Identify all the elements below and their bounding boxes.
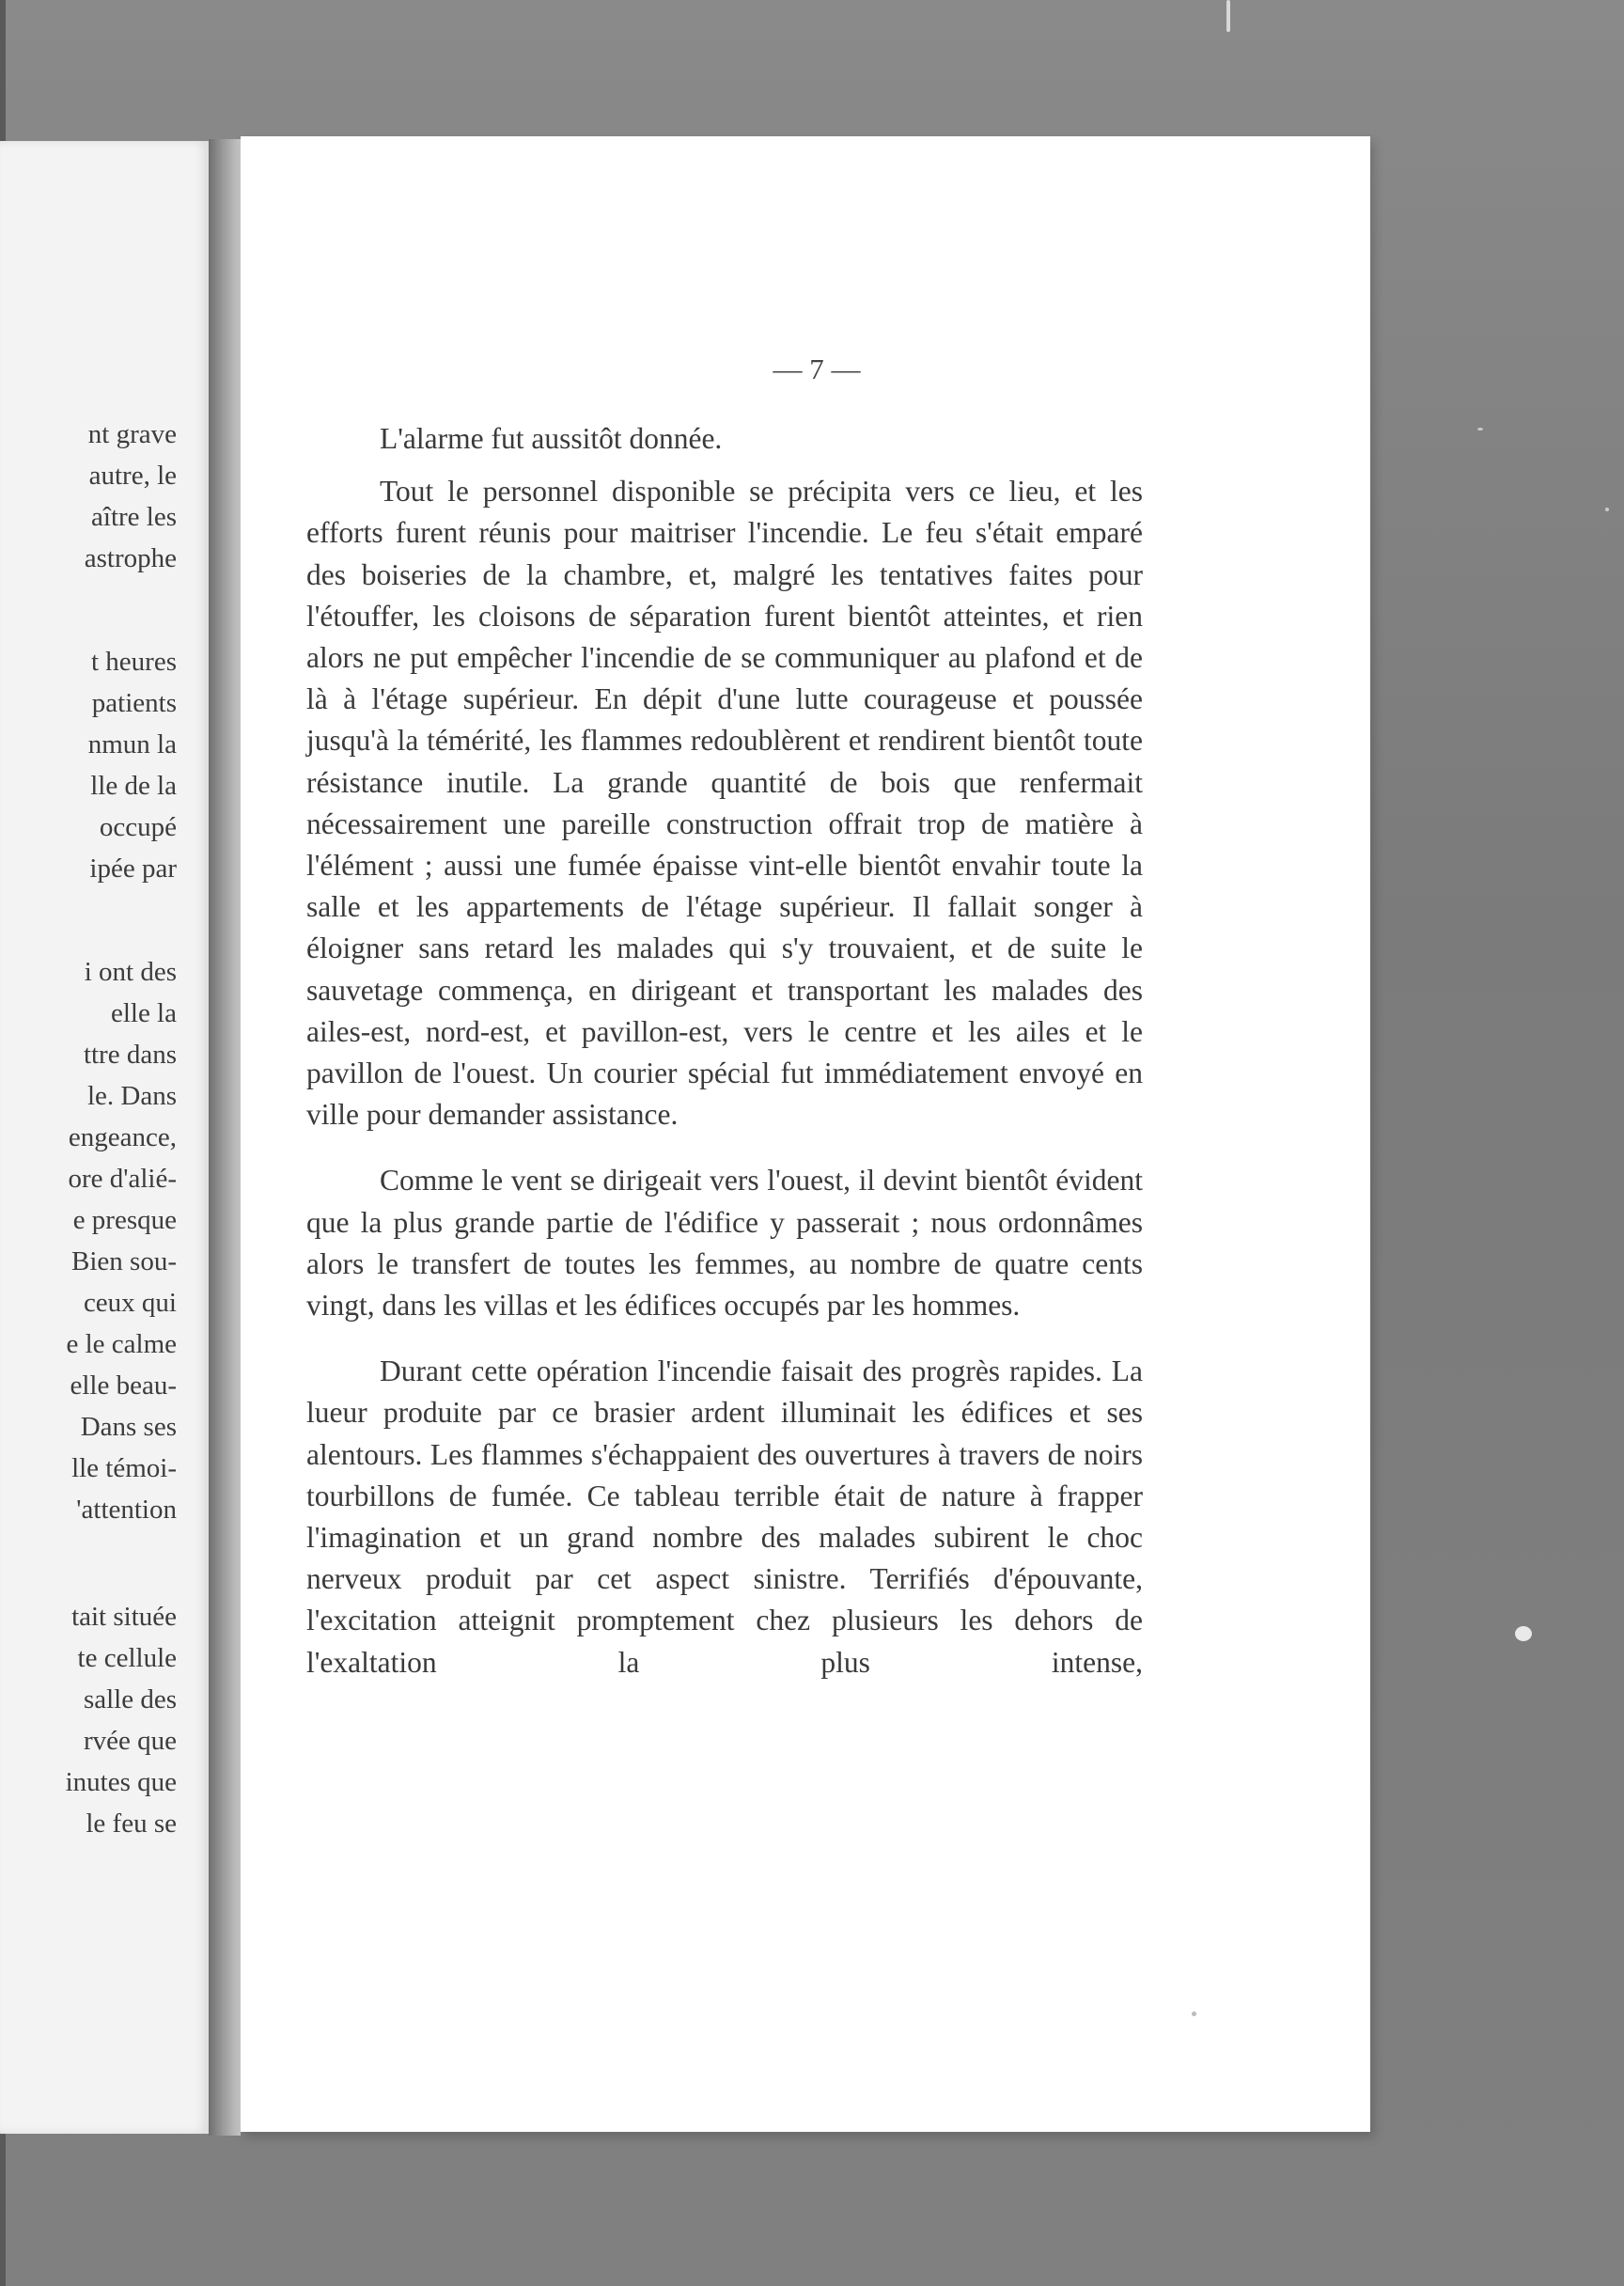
left-page-line: inutes que <box>65 1767 177 1797</box>
left-page-line: rvée que <box>83 1726 177 1756</box>
left-page-line: e le calme <box>66 1329 177 1359</box>
paragraph: Comme le vent se dirigeait vers l'ouest, il devint bientôt évident que la plus grande partie de l'édifice y passerait ; nous ordonnâmes alors le transfert de toutes les femmes, au nombre de quatre cents vingt, dans les villas et les édifices occupés par les hommes. <box>306 1164 1143 1323</box>
left-page-line: ipée par <box>89 853 177 884</box>
left-page-line: astrophe <box>84 543 177 573</box>
left-page-line: le. Dans <box>86 1081 177 1111</box>
left-page-line: i ont des <box>84 957 177 987</box>
left-page-line: nmun la <box>87 729 177 759</box>
left-page-line: ceux qui <box>83 1288 177 1318</box>
paragraph: Tout le personnel disponible se précipita vers ce lieu, et les efforts furent réunis pour maitriser l'incendie. Le feu s'était emparé des boiseries de la chambre, et, malgré les tentatives faites pour l'étouffer, les cloisons de séparation furent bientôt atteintes, et rien alors ne put empêcher l'incendie de se communiquer au plafond et de là à l'étage supérieur. En dépit d'une lutte courageuse et poussée jusqu'à la témérité, les flammes redoublèrent et rendirent bientôt toute résistance inutile. La grande quantité de bois que renfermait nécessairement une pareille construction offrait trop de matière à l'élément ; aussi une fumée épaisse vint-elle bientôt envahir toute la salle et les appartements de l'étage supérieur. Il fallait songer à éloigner sans retard les malades qui s'y trouvaient, et de suite le sauvetage commença, en dirigeant et transportant les malades des ailes-est, nord-est, et pavillon-est, vers le centre et les ailes et le pavillon de l'ouest. Un courier spécial fut immédiatement envoyé en ville pour demander assistance. <box>306 475 1143 1132</box>
previous-page <box>0 141 209 2134</box>
left-page-line: ore d'alié- <box>68 1164 177 1194</box>
left-page-line: salle des <box>83 1684 177 1714</box>
left-page-line: elle la <box>110 998 177 1028</box>
paragraph: L'alarme fut aussitôt donnée. <box>380 422 723 455</box>
dust-speck <box>1515 1626 1532 1641</box>
page-body <box>306 418 1143 1683</box>
scan-mark <box>1226 0 1230 32</box>
left-page-line: nt grave <box>87 419 177 449</box>
current-page <box>241 136 1370 2132</box>
left-page-line: te cellule <box>77 1643 177 1673</box>
left-page-line: lle de la <box>90 771 177 801</box>
left-page-line: aître les <box>91 502 177 532</box>
left-page-line: Bien sou- <box>71 1246 177 1276</box>
left-page-line: e presque <box>72 1205 177 1235</box>
dust-speck <box>1605 508 1609 511</box>
dust-speck <box>1477 428 1483 431</box>
left-page-line: le feu se <box>86 1808 177 1839</box>
left-page-line: patients <box>91 688 177 718</box>
left-page-line: Dans ses <box>80 1412 177 1442</box>
left-page-line: 'attention <box>76 1495 177 1525</box>
page-number: — 7 — <box>773 352 861 385</box>
left-page-line: lle témoi- <box>71 1453 177 1483</box>
book-gutter <box>209 139 241 2136</box>
dust-speck <box>1192 2012 1196 2016</box>
left-page-line: engeance, <box>68 1122 177 1152</box>
left-page-line: tait située <box>71 1602 177 1632</box>
left-page-line: elle beau- <box>70 1370 177 1401</box>
left-page-line: t heures <box>91 647 177 677</box>
left-page-line: autre, le <box>88 461 177 491</box>
left-page-line: occupé <box>99 812 177 842</box>
left-page-line: ttre dans <box>83 1040 177 1070</box>
paragraph: Durant cette opération l'incendie faisait des progrès rapides. La lueur produite par ce brasier ardent illuminait les édifices et ses alentours. Les flammes s'échappaient des ouvertures à travers de noirs tourbillons de fumée. Ce tableau terrible était de nature à frapper l'imagination et un grand nombre des malades subirent le choc nerveux produit par cet aspect sinistre. Terrifiés d'épouvante, l'excitation atteignit promptement chez plusieurs les dehors de l'exaltation la plus intense, <box>306 1354 1143 1679</box>
